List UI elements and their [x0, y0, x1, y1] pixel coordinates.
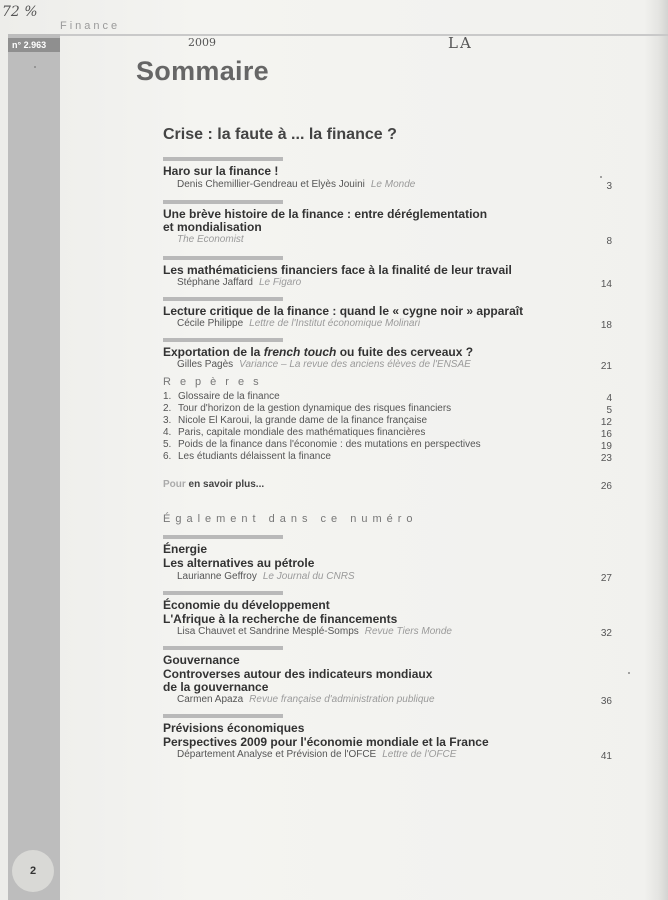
handwritten-note-year: 2009 — [188, 36, 216, 49]
article-source: Le Journal du CNRS — [262, 571, 355, 582]
scan-speck — [600, 176, 602, 178]
handwritten-note-initials: LA — [448, 34, 473, 52]
page-number-badge: 2 — [12, 850, 54, 892]
article-author: Carmen Apaza — [177, 694, 244, 705]
article-author-line — [177, 179, 415, 191]
series-label: Finance — [60, 20, 121, 32]
reperes-item-number: 1. — [163, 391, 172, 402]
scan-speck — [628, 672, 630, 674]
article-title: Haro sur la finance ! — [163, 164, 279, 178]
article-source: Revue Tiers Monde — [364, 626, 452, 637]
article-page: 32 — [600, 628, 612, 639]
further-reading-label — [163, 479, 264, 490]
page-edge-shadow — [644, 0, 668, 900]
article-author-line — [177, 277, 301, 289]
reperes-item — [163, 451, 331, 463]
article-separator — [163, 714, 283, 718]
article-separator — [163, 256, 283, 260]
article-author: Denis Chemillier-Gendreau et Elyès Jouini — [177, 179, 365, 190]
article-source: Lettre de l'OFCE — [382, 749, 457, 760]
reperes-item-page: 4 — [606, 393, 612, 404]
reperes-item-number: 3. — [163, 415, 172, 426]
article-separator — [163, 535, 283, 539]
reperes-item-text: Les étudiants délaissent la finance — [178, 451, 331, 462]
article-author-line — [177, 749, 456, 761]
reperes-item-number: 4. — [163, 427, 172, 438]
article-author: Cécile Philippe — [177, 318, 244, 329]
article-page: 36 — [600, 696, 612, 707]
article-page: 8 — [606, 236, 612, 247]
rubrique-label: Énergie — [163, 542, 208, 556]
article-source: Variance – La revue des anciens élèves de l'ENSAE — [239, 359, 471, 370]
article-author-line — [177, 359, 471, 371]
article-source: The Economist — [177, 234, 244, 245]
rubrique-label: Gouvernance — [163, 653, 240, 667]
article-author: Gilles Pagès — [177, 359, 234, 370]
rubrique-label: Économie du développement — [163, 598, 330, 612]
article-author-line — [177, 318, 420, 330]
article-source: Revue française d'administration publique — [249, 694, 435, 705]
article-title: Les alternatives au pétrole — [163, 556, 315, 570]
article-separator — [163, 591, 283, 595]
article-page: 18 — [600, 320, 612, 331]
reperes-heading: Repères — [163, 376, 268, 388]
article-separator — [163, 200, 283, 204]
reperes-item-page: 16 — [600, 429, 612, 440]
article-author: Lisa Chauvet et Sandrine Mesplé-Somps — [177, 626, 359, 637]
article-page: 21 — [600, 361, 612, 372]
article-title-part: Exportation de la — [163, 345, 264, 359]
scan-speck — [34, 66, 36, 68]
article-author: Département Analyse et Prévision de l'OFCE — [177, 749, 377, 760]
article-title — [163, 345, 603, 359]
article-source: Lettre de l'Institut économique Molinari — [249, 318, 421, 329]
reperes-item-text: Poids de la finance dans l'économie : des mutations en perspectives — [178, 439, 481, 450]
reperes-item-text: Nicole El Karoui, la grande dame de la finance française — [178, 415, 428, 426]
issue-badge: n° 2.963 — [8, 38, 60, 52]
article-page: 41 — [600, 751, 612, 762]
article-title-line2: de la gouvernance — [163, 680, 269, 694]
header-rule — [60, 34, 668, 36]
reperes-item-text: Paris, capitale mondiale des mathématiques financières — [178, 427, 426, 438]
article-separator — [163, 157, 283, 161]
article-title: L'Afrique à la recherche de financements — [163, 612, 398, 626]
reperes-item — [163, 427, 425, 439]
page-title: Sommaire — [136, 56, 269, 86]
also-in-issue-heading: Également dans ce numéro — [163, 513, 418, 525]
article-author: Stéphane Jaffard — [177, 277, 253, 288]
handwritten-note-percent: 72 % — [2, 4, 38, 20]
article-title-line1: Controverses autour des indicateurs mondiaux — [163, 667, 433, 681]
article-title-line1: Une brève histoire de la finance : entre déréglementation — [163, 207, 488, 221]
article-title-part: ou fuite des cerveaux ? — [336, 345, 474, 359]
rubrique-label: Prévisions économiques — [163, 721, 305, 735]
reperes-item-text: Glossaire de la finance — [178, 391, 280, 402]
article-title-emphasis: french touch — [263, 345, 337, 359]
dossier-theme-title: Crise : la faute à ... la finance ? — [163, 126, 397, 143]
article-author: Laurianne Geffroy — [177, 571, 257, 582]
article-title: Lecture critique de la finance : quand le « cygne noir » apparaît — [163, 304, 524, 318]
further-reading-highlight: Pour — [163, 479, 186, 490]
reperes-item-number: 2. — [163, 403, 172, 414]
article-author-line — [177, 571, 355, 583]
article-author-line — [177, 694, 435, 706]
reperes-item — [163, 415, 427, 427]
reperes-item-page: 23 — [600, 453, 612, 464]
article-separator — [163, 297, 283, 301]
article-page: 27 — [600, 573, 612, 584]
reperes-item-number: 6. — [163, 451, 172, 462]
further-reading-text: en savoir plus... — [185, 479, 265, 490]
article-separator — [163, 646, 283, 650]
article-source: Le Monde — [370, 179, 416, 190]
reperes-item — [163, 403, 451, 415]
reperes-item-page: 19 — [600, 441, 612, 452]
reperes-item-text: Tour d'horizon de la gestion dynamique des risques financiers — [178, 403, 452, 414]
article-title-line2: et mondialisation — [163, 220, 262, 234]
reperes-item — [163, 391, 280, 403]
article-title: Les mathématiciens financiers face à la finalité de leur travail — [163, 263, 512, 277]
left-sidebar-band — [8, 34, 60, 900]
reperes-item-page: 5 — [606, 405, 612, 416]
article-page: 14 — [600, 279, 612, 290]
article-title: Perspectives 2009 pour l'économie mondiale et la France — [163, 735, 489, 749]
article-separator — [163, 338, 283, 342]
article-author-line — [177, 626, 452, 638]
article-page: 3 — [606, 181, 612, 192]
reperes-item-number: 5. — [163, 439, 172, 450]
article-source: Le Figaro — [259, 277, 302, 288]
reperes-item-page: 12 — [600, 417, 612, 428]
reperes-item — [163, 439, 481, 451]
further-reading-page: 26 — [600, 481, 612, 492]
